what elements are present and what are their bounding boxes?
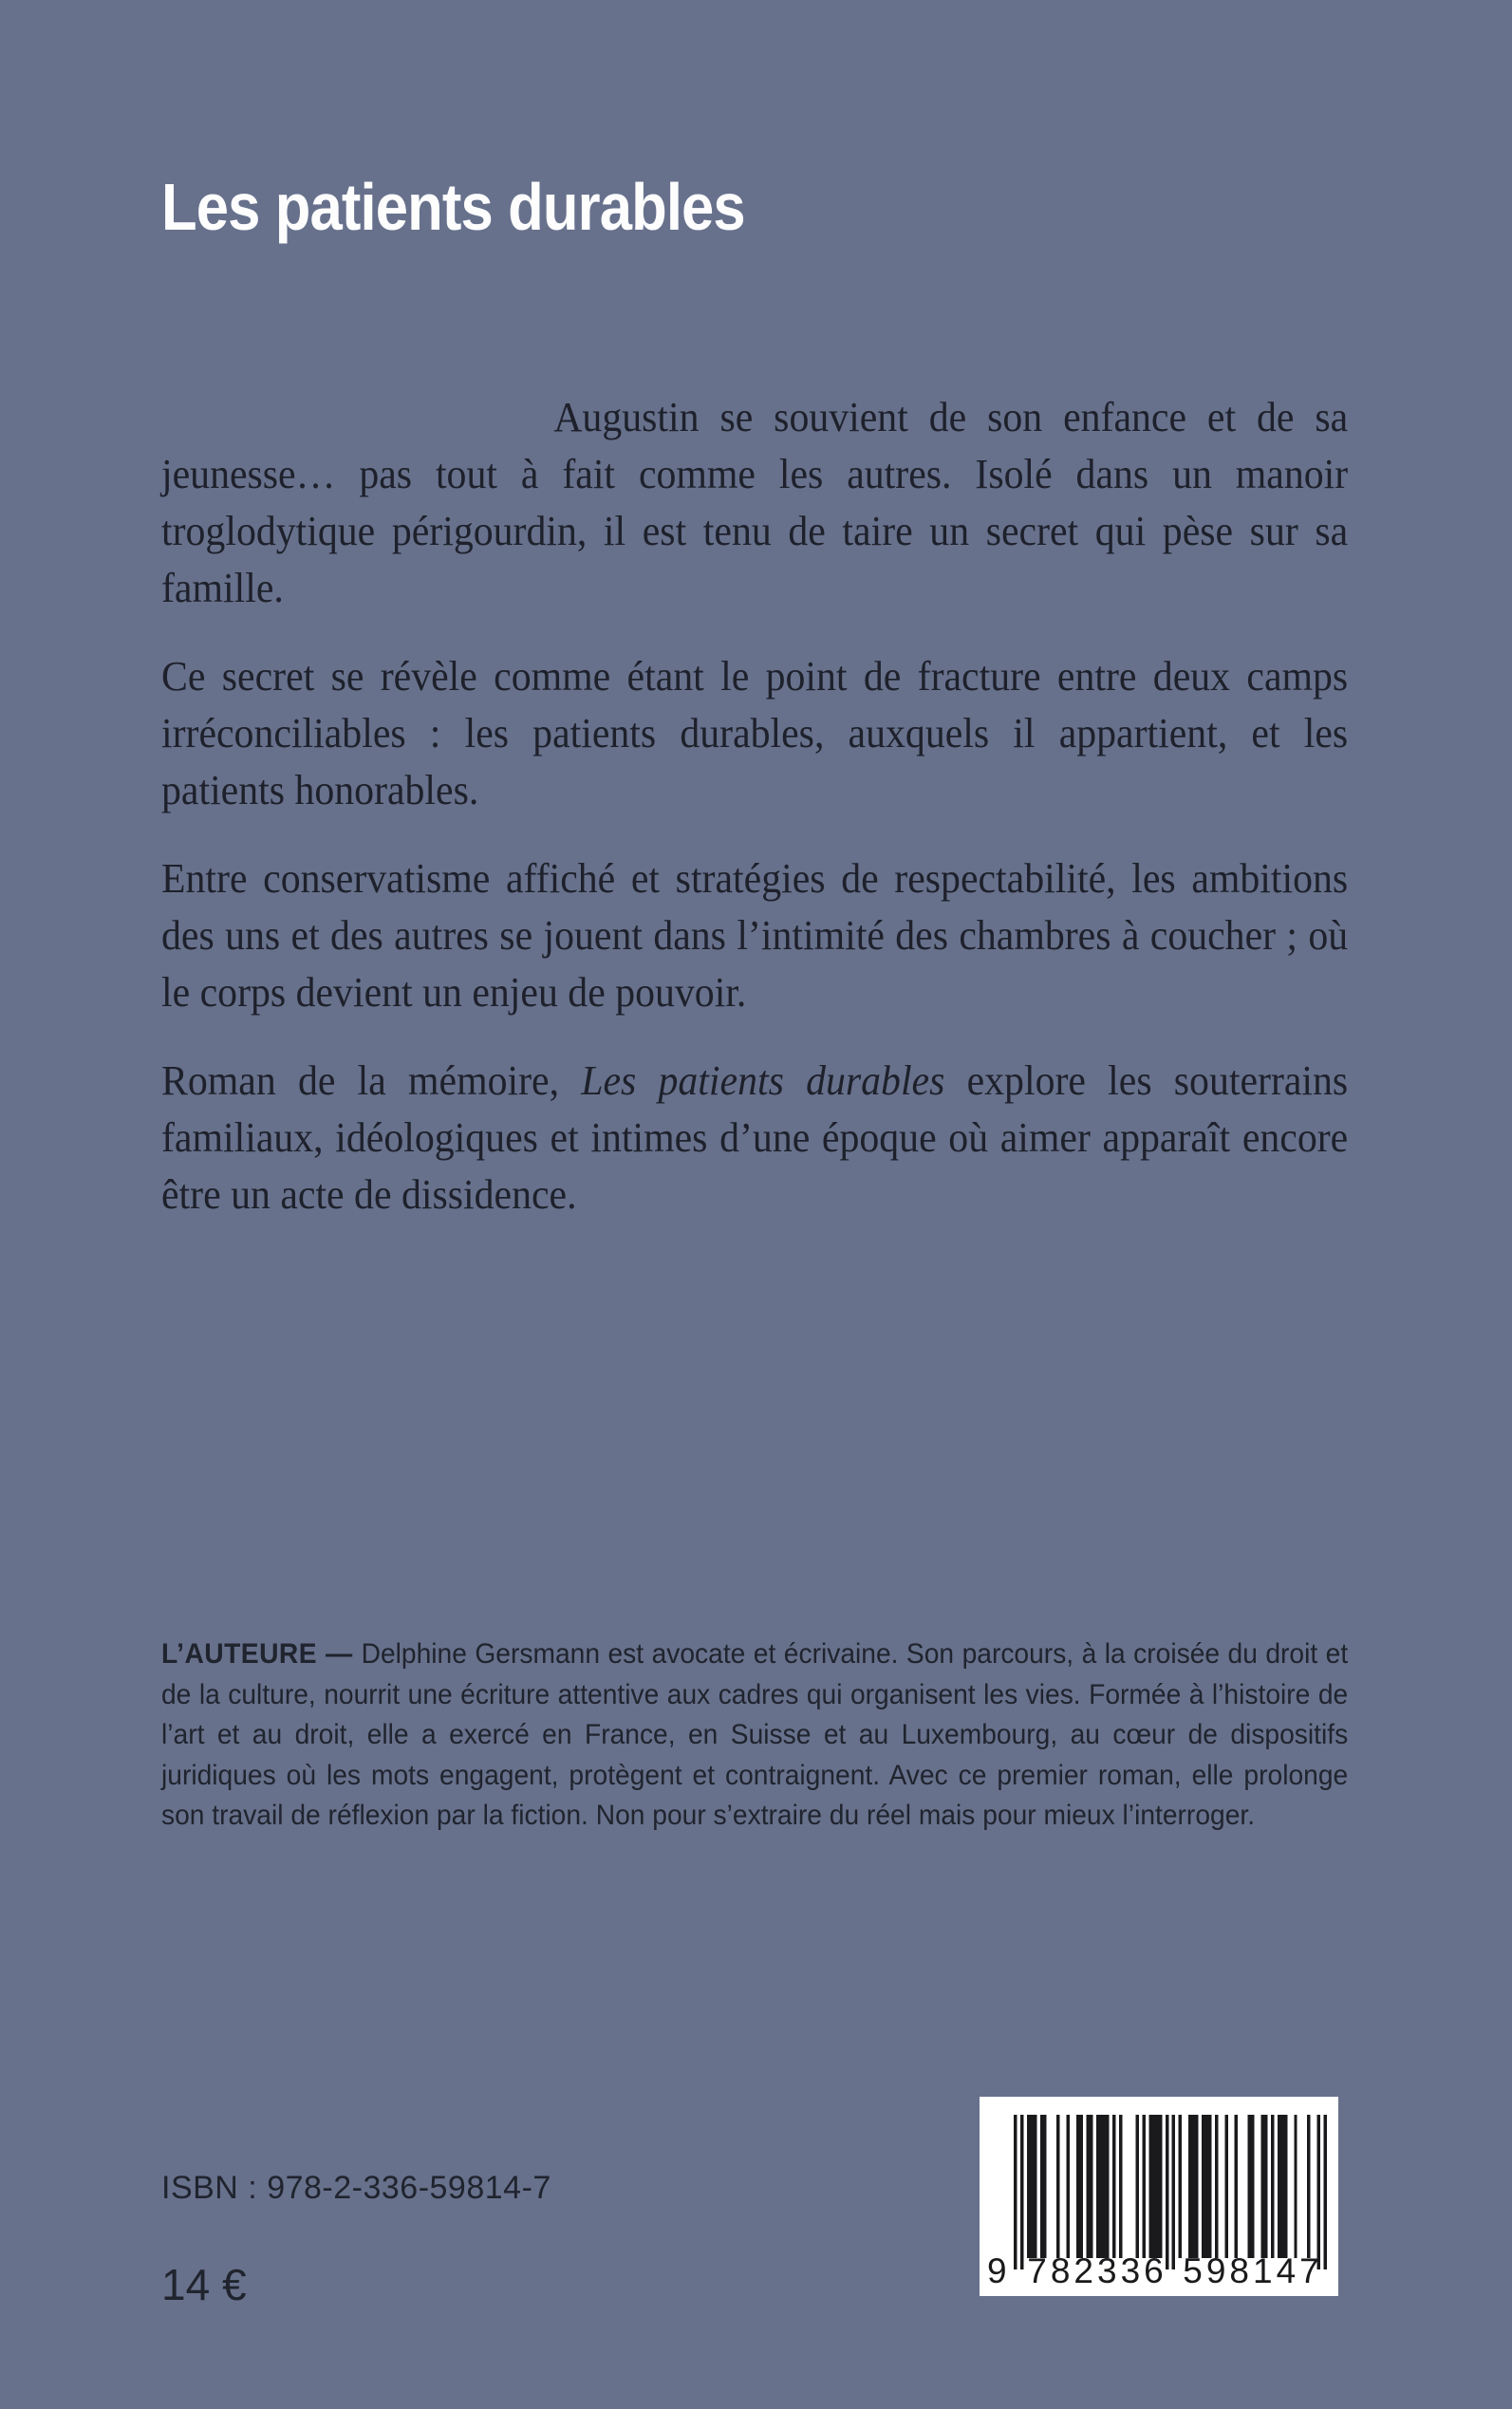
synopsis xyxy=(161,389,1348,1223)
author-bio-dash: — xyxy=(317,1638,362,1670)
synopsis-paragraph-3: Entre conservatisme affiché et stratégies de respectabilité, les ambitions des uns et des autres se jouent dans l’intimité des chambres à coucher ; où le corps devient un enjeu de pouvoir. xyxy=(161,855,1349,1016)
author-bio-text: Delphine Gersmann est avocate et écrivaine. Son parcours, à la croisée du droit et de la culture, nourrit une écriture attentive aux cadres qui organisent les vies. Formée à l’histoire de l’art et au droit, elle a exercé en France, en Suisse et au Luxembourg, au cœur de dispositifs juridiques où les mots engagent, protègent et contraignent. Avec ce premier roman, elle prolonge son travail de réflexion par la fiction. Non pour s’extraire du réel mais pour mieux l’interroger. xyxy=(161,1638,1349,1831)
isbn-line: ISBN : 978-2-336-59814-7 xyxy=(161,2170,551,2206)
author-bio-label: L’AUTEURE xyxy=(161,1638,318,1670)
barcode-digits-left: 782336 xyxy=(1027,2251,1167,2290)
synopsis-p4-book-title-italic: Les patients durables xyxy=(581,1057,945,1104)
barcode-digit-prefix: 9 xyxy=(987,2251,1011,2290)
author-bio xyxy=(161,1634,1348,1837)
barcode-bars xyxy=(1014,2115,1327,2269)
synopsis-p4-text: Roman de la mémoire, xyxy=(161,1057,582,1104)
book-title: Les patients durables xyxy=(161,170,745,244)
barcode-digits-right: 598147 xyxy=(1183,2251,1323,2290)
synopsis-paragraph-4 xyxy=(161,1053,1348,1223)
synopsis-paragraph-2: Ce secret se révèle comme étant le point de fracture entre deux camps irréconciliables : les patients durables, auxquels il appartient, et les patients honorables. xyxy=(161,653,1349,813)
barcode xyxy=(980,2097,1338,2296)
price: 14 € xyxy=(161,2260,247,2309)
synopsis-p4-text-end: explore les souterrains familiaux, idéologiques et intimes d’une époque où aimer apparaît encore être un acte de dissidence. xyxy=(161,1057,1349,1218)
synopsis-paragraph-1: Augustin se souvient de son enfance et de sa jeunesse… pas tout à fait comme les autres. Isolé dans un manoir troglodytique périgourdin, il est tenu de taire un secret qui pèse sur sa famille. xyxy=(161,394,1349,611)
